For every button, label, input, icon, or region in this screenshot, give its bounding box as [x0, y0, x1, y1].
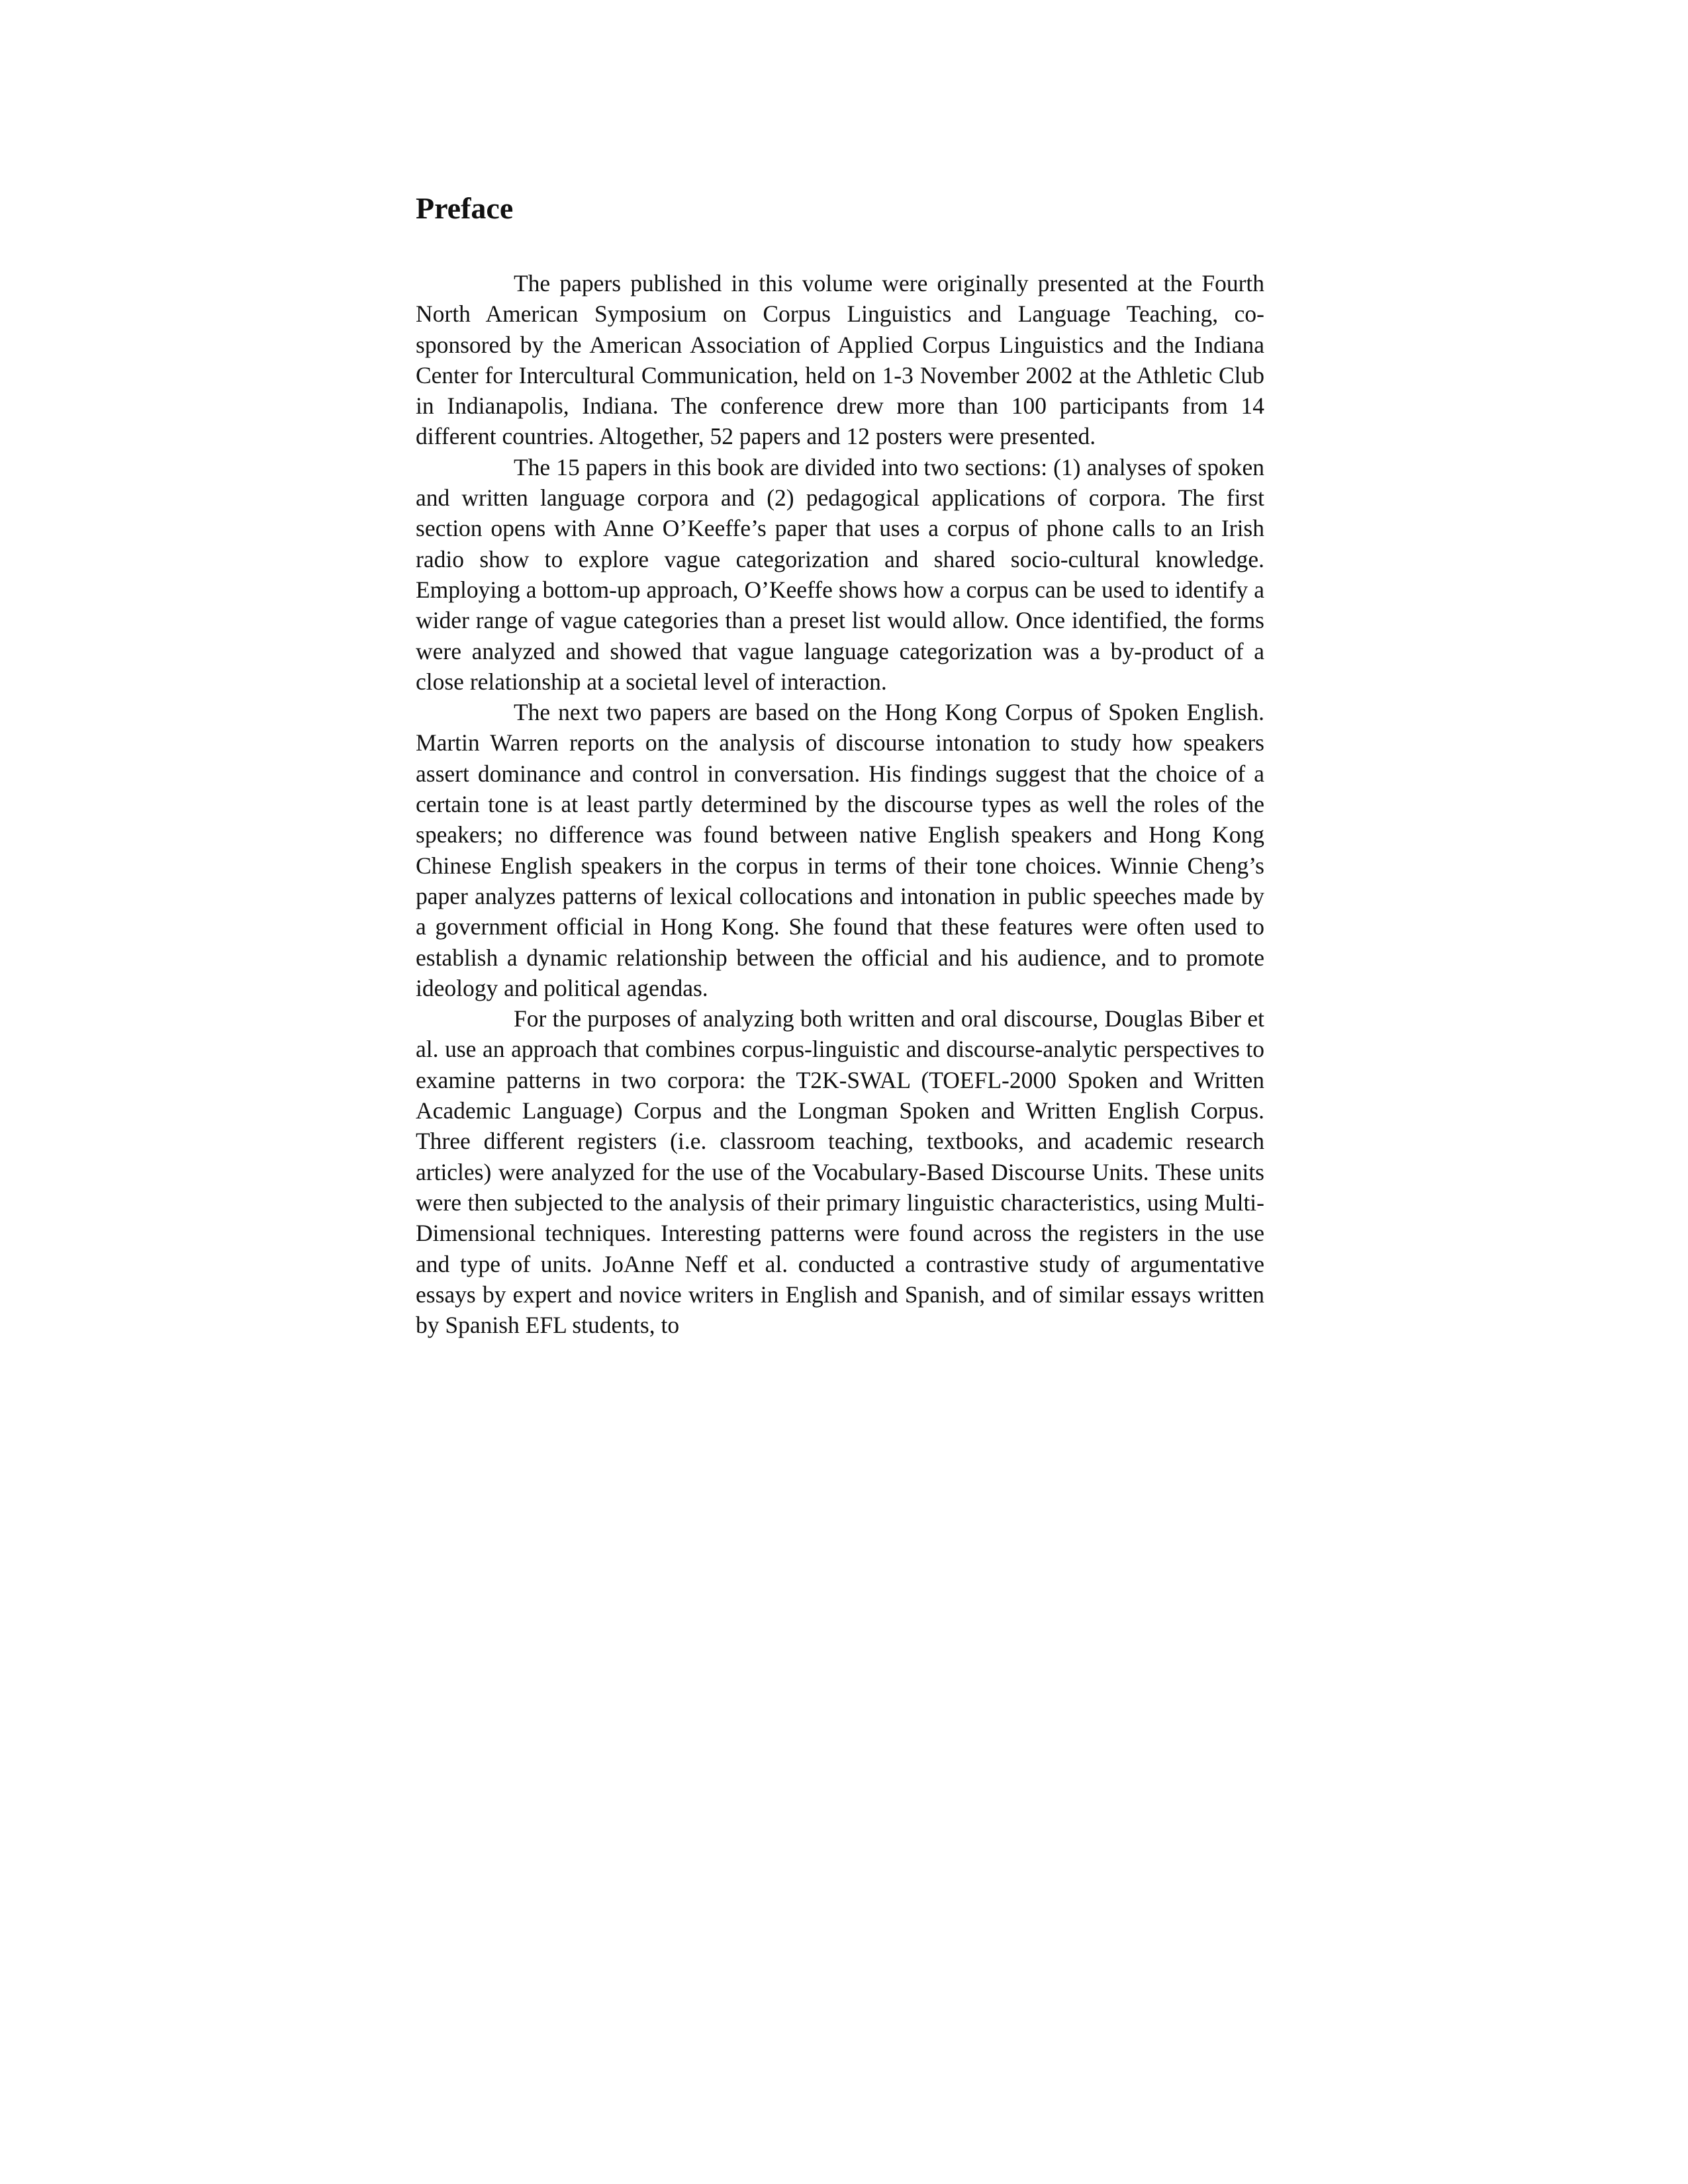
paragraph-1: The papers published in this volume were originally presented at the Fourth North American Symposium on Corpus Linguistics and Language Teaching, co-sponsored by the American Association of Applied Corpus Linguistics and the Indiana Center for Intercultural Communication, held on 1-3 November 2002 at the Athletic Club in Indianapolis, Indiana. The conference drew more than 100 participants from 14 different countries. Altogether, 52 papers and 12 posters were presented. — [416, 270, 1264, 450]
paragraph-4: For the purposes of analyzing both written and oral discourse, Douglas Biber et al. use an approach that combines corpus-linguistic and discourse-analytic perspectives to examine patterns in two corpora: the T2K-SWAL (TOEFL-2000 Spoken and Written Academic Language) Corpus and the Longman Spoken and Written English Corpus. Three different registers (i.e. classroom teaching, textbooks, and academic research articles) were analyzed for the use of the Vocabulary-Based Discourse Units. These units were then subjected to the analysis of their primary linguistic characteristics, using Multi-Dimensional techniques. Interesting patterns were found across the registers in the use and type of units. JoAnne Neff et al. conducted a contrastive study of argumentative essays by expert and novice writers in English and Spanish, and of similar essays written by Spanish EFL students, to — [416, 1005, 1264, 1339]
paragraph-3: The next two papers are based on the Hong Kong Corpus of Spoken English. Martin Warren reports on the analysis of discourse intonation to study how speakers assert dominance and control in conversation. His findings suggest that the choice of a certain tone is at least partly determined by the discourse types as well the roles of the speakers; no difference was found between native English speakers and Hong Kong Chinese English speakers in the corpus in terms of their tone choices. Winnie Cheng’s paper analyzes patterns of lexical collocations and intonation in public speeches made by a government official in Hong Kong. She found that these features were often used to establish a dynamic relationship between the official and his audience, and to promote ideology and political agendas. — [416, 699, 1264, 1001]
document-page — [416, 189, 1264, 1340]
paragraph-2: The 15 papers in this book are divided into two sections: (1) analyses of spoken and written language corpora and (2) pedagogical applications of corpora. The first section opens with Anne O’Keeffe’s paper that uses a corpus of phone calls to an Irish radio show to explore vague categorization and shared socio-cultural knowledge. Employing a bottom-up approach, O’Keeffe shows how a corpus can be used to identify a wider range of vague categories than a preset list would allow. Once identified, the forms were analyzed and showed that vague language categorization was a by-product of a close relationship at a societal level of interaction. — [416, 453, 1264, 695]
page-title: Preface — [416, 191, 514, 225]
